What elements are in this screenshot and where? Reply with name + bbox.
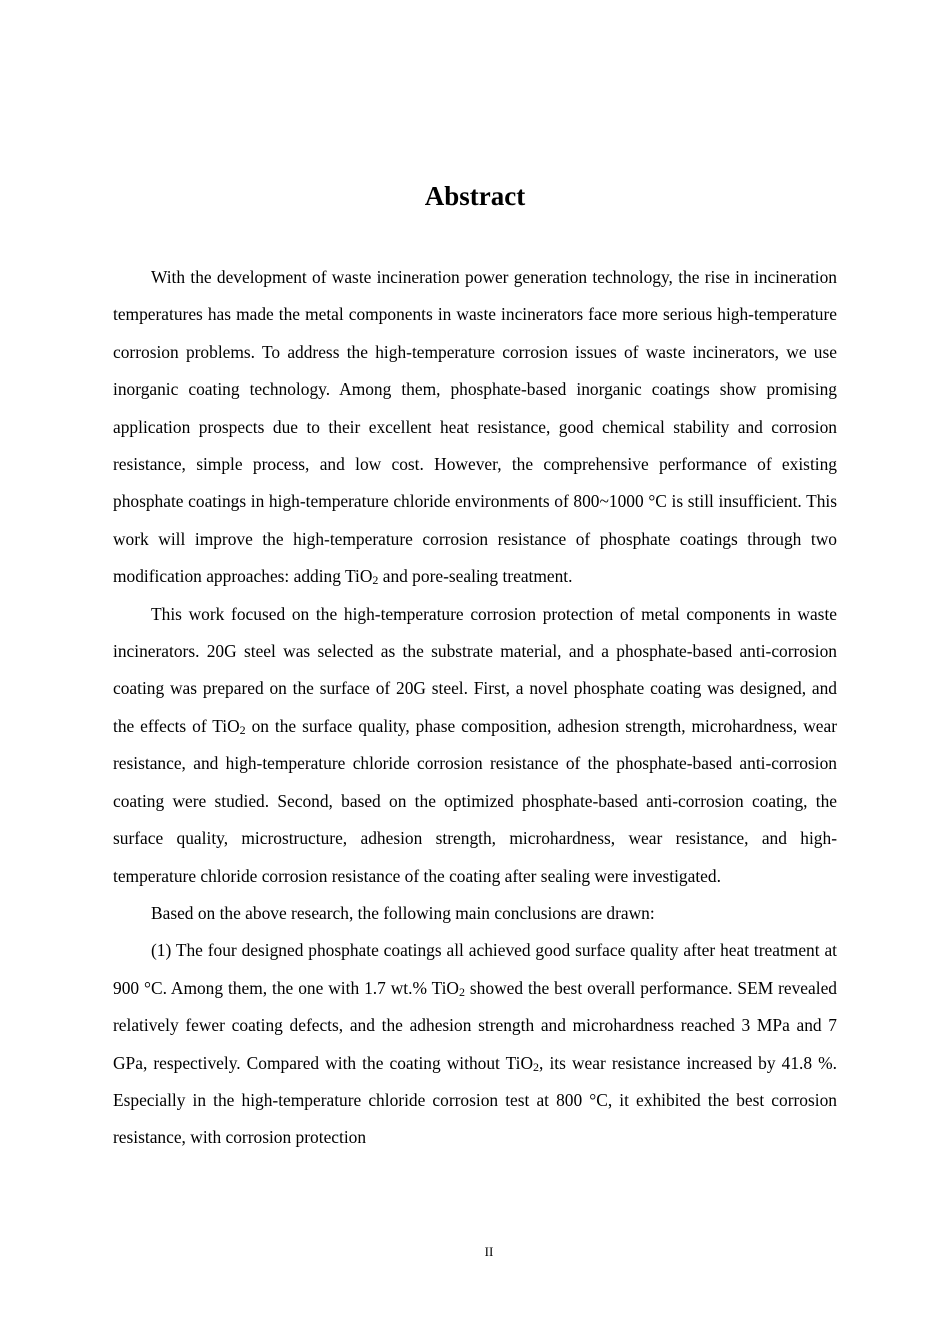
paragraph-text: (1) The four designed phosphate coatings all achieved good surface quality after heat treatment at 900 °C. Among them, the one with 1.7 wt.% TiO <box>113 940 837 998</box>
page-number: II <box>484 1244 494 1259</box>
paragraph-text: and pore-sealing treatment. <box>378 566 573 587</box>
paragraph-conclusion-1 <box>113 932 837 1156</box>
abstract-body <box>113 259 837 1157</box>
paragraph-methods <box>113 596 837 895</box>
subscript: 2 <box>372 573 379 588</box>
paragraph-text: With the development of waste incineration power generation technology, the rise in incineration temperatures has made the metal components in waste incinerators face more serious high-temperature corrosion problems. To address the high-temperature corrosion issues of waste incinerators, we use inorganic coating technology. Among them, phosphate-based inorganic coatings show promising application prospects due to their excellent heat resistance, good chemical stability and corrosion resistance, simple process, and low cost. However, the comprehensive performance of existing phosphate coatings in high-temperature chloride environments of 800~1000 °C is still insufficient. This work will improve the high-temperature corrosion resistance of phosphate coatings through two modification approaches: adding TiO <box>113 267 837 587</box>
page-title: Abstract <box>424 181 526 211</box>
paragraph-text: , its wear resistance increased by 41.8 %. Especially in the high-temperature chloride corrosion test at 800 °C, it exhibited the best corrosion resistance, with corrosion protection <box>113 1052 837 1148</box>
paragraph-text: on the surface quality, phase composition, adhesion strength, microhardness, wear resistance, and high-temperature chloride corrosion resistance of the phosphate-based anti-corrosion coating were studied. Second, based on the optimized phosphate-based anti-corrosion coating, the surface quality, microstructure, adhesion strength, microhardness, wear resistance, and high-temperature chloride corrosion resistance of the coating after sealing were investigated. <box>113 715 837 886</box>
subscript: 2 <box>458 984 465 999</box>
subscript: 2 <box>533 1059 540 1074</box>
paragraph-text: This work focused on the high-temperature corrosion protection of metal components in waste incinerators. 20G steel was selected as the substrate material, and a phosphate-based anti-corrosion coating was prepared on the surface of 20G steel. First, a novel phosphate coating was designed, and the effects of TiO <box>113 603 837 736</box>
paragraph-text: Based on the above research, the following main conclusions are drawn: <box>151 902 655 923</box>
paragraph-background <box>113 259 837 596</box>
paragraph-conclusions-intro <box>113 895 837 932</box>
paragraph-text: showed the best overall performance. SEM revealed relatively fewer coating defects, and the adhesion strength and microhardness reached 3 MPa and 7 GPa, respectively. Compared with the coating without TiO <box>113 977 837 1073</box>
subscript: 2 <box>239 722 246 737</box>
